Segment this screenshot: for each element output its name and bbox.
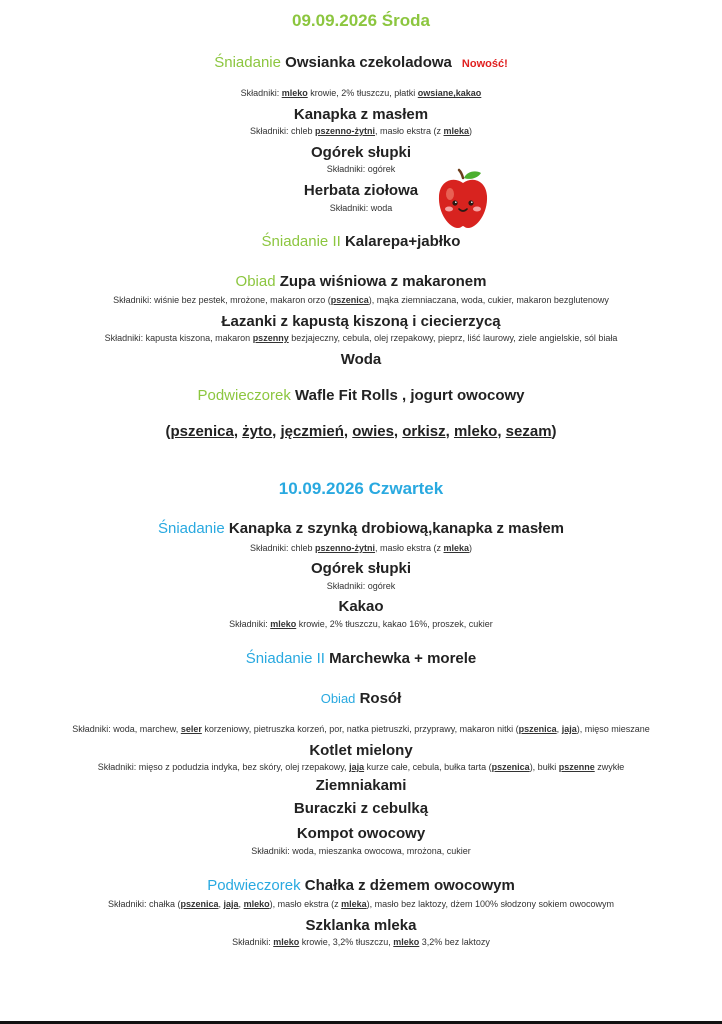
- day1-lunch-heading: [0, 273, 722, 290]
- day1-snack-heading: [0, 387, 722, 404]
- dish-name: Kanapka z szynką drobiową,kanapka z masłem: [228, 520, 565, 537]
- allergen: sezam: [505, 423, 552, 440]
- allergen: jaja: [349, 762, 365, 772]
- dish-ingredients: Składniki: chałka (pszenica, jaja, mleko), masło ekstra (z mleka), masło bez laktozy, dżem 100% słodzony sokiem owocowym: [107, 899, 615, 909]
- dish-title: Woda: [340, 351, 382, 368]
- allergen: pszenica: [170, 423, 234, 440]
- allergen: pszenica: [491, 762, 530, 772]
- allergen: owies: [352, 423, 394, 440]
- day1-breakfast-ingredients: Składniki: mleko krowie, 2% tłuszczu, płatki owsiane,kakao: [240, 88, 482, 98]
- dish-ingredients: Składniki: mleko krowie, 2% tłuszczu, kakao 16%, proszek, cukier: [229, 619, 493, 629]
- allergen: jęczmień: [280, 423, 344, 440]
- allergen-list: (pszenica, żyto, jęczmień, owies, orkisz, mleko, sezam): [165, 423, 557, 440]
- day2-breakfast2-heading: [0, 650, 722, 667]
- dish-title: Kotlet mielony: [309, 742, 413, 759]
- dish-title: Herbata ziołowa: [303, 182, 419, 199]
- dish-ingredients: Składniki: woda, marchew, seler korzeniowy, pietruszka korzeń, por, natka pietruszki, przyprawy, makaron nitki (pszenica, jaja), mięso mieszane: [72, 724, 650, 734]
- allergen: mleko: [453, 423, 498, 440]
- dish-ingredients: Składniki: mleko krowie, 3,2% tłuszczu, mleko 3,2% bez laktozy: [232, 937, 490, 947]
- dish-name: Owsianka czekoladowa: [285, 54, 452, 71]
- dish-name: Zupa wiśniowa z makaronem: [279, 273, 487, 290]
- dish-name: Marchewka + morele: [329, 650, 477, 667]
- meal-label: Obiad: [320, 691, 356, 706]
- dish-ingredients: Składniki: wiśnie bez pestek, mrożone, makaron orzo (pszenica), mąka ziemniaczana, woda, cukier, makaron bezglutenowy: [113, 295, 609, 305]
- dish-title: Ziemniakami: [315, 777, 407, 794]
- allergen: jaja: [223, 899, 239, 909]
- meal-label: Śniadanie II: [261, 233, 341, 250]
- dish-ingredients: Składniki: chleb pszenno-żytni, masło ekstra (z mleka): [249, 543, 473, 553]
- day2-snack-heading: [0, 877, 722, 894]
- allergen: jaja: [561, 724, 577, 734]
- day2-date: 10.09.2026 Czwartek: [278, 479, 444, 498]
- allergen: mleko: [273, 937, 300, 947]
- dish-name: Chałka z dżemem owocowym: [304, 877, 515, 894]
- dish-title: Ogórek słupki: [310, 560, 412, 577]
- dish-ingredients: Składniki: woda, mieszanka owocowa, mrożona, cukier: [251, 846, 471, 856]
- allergen: mleka: [443, 126, 470, 136]
- allergen: pszenno-żytni: [315, 126, 375, 136]
- dish-ingredients: Składniki: woda: [329, 203, 393, 213]
- allergen: pszenno-żytni: [315, 543, 375, 553]
- allergen: pszenica: [518, 724, 557, 734]
- allergen: mleko: [393, 937, 420, 947]
- allergen: mleka: [341, 899, 367, 909]
- allergen: orkisz: [402, 423, 446, 440]
- dish-ingredients: Składniki: chleb pszenno-żytni, masło ekstra (z mleka): [249, 126, 473, 136]
- day1-breakfast2-heading: [0, 233, 722, 250]
- meal-label: Podwieczorek: [197, 387, 291, 404]
- allergen: pszenny: [252, 333, 289, 343]
- dish-ingredients: Składniki: mięso z podudzia indyka, bez skóry, olej rzepakowy, jaja kurze całe, cebula, bułka tarta (pszenica), bułki pszenne zwykłe: [97, 762, 625, 772]
- dish-title: Łazanki z kapustą kiszoną i ciecierzycą: [221, 313, 501, 330]
- allergen: mleko: [243, 899, 270, 909]
- meal-label: Śniadanie: [157, 520, 225, 537]
- allergen: żyto: [242, 423, 273, 440]
- day2-breakfast-heading: [0, 520, 722, 537]
- meal-label: Obiad: [235, 273, 276, 290]
- meal-label: Podwieczorek: [207, 877, 301, 894]
- new-badge: Nowość!: [461, 58, 508, 70]
- allergen: pszenne: [558, 762, 595, 772]
- dish-title: Kompot owocowy: [296, 825, 426, 842]
- meal-label: Śniadanie: [214, 54, 281, 71]
- dish-title: Kanapka z masłem: [293, 106, 429, 123]
- dish-name: Kalarepa+jabłko: [344, 233, 461, 250]
- allergen: pszenica: [330, 295, 369, 305]
- dish-name: Wafle Fit Rolls , jogurt owocowy: [295, 387, 525, 404]
- dish-title: Buraczki z cebulką: [293, 800, 429, 817]
- dish-name: Rosół: [359, 690, 402, 707]
- meal-label: Śniadanie II: [245, 650, 325, 667]
- allergen: pszenica: [180, 899, 219, 909]
- allergen: mleka: [443, 543, 470, 553]
- dish-title: Ogórek słupki: [310, 144, 412, 161]
- day1-breakfast-heading: [0, 54, 722, 71]
- allergen: mleko: [270, 619, 297, 629]
- day1-date: 09.09.2026 Środa: [292, 11, 430, 30]
- dish-ingredients: Składniki: ogórek: [326, 581, 396, 591]
- allergen: owsiane,kakao: [417, 88, 482, 98]
- dish-ingredients: Składniki: kapusta kiszona, makaron pszenny bezjajeczny, cebula, olej rzepakowy, pieprz, liść laurowy, ziele angielskie, sól biała: [104, 333, 618, 343]
- day2-lunch-heading: [0, 690, 722, 707]
- dish-title: Szklanka mleka: [305, 917, 417, 934]
- apple-icon: [436, 168, 490, 230]
- allergen: seler: [180, 724, 202, 734]
- dish-title: Kakao: [338, 598, 384, 615]
- dish-ingredients: Składniki: ogórek: [326, 164, 396, 174]
- allergen: mleko: [281, 88, 308, 98]
